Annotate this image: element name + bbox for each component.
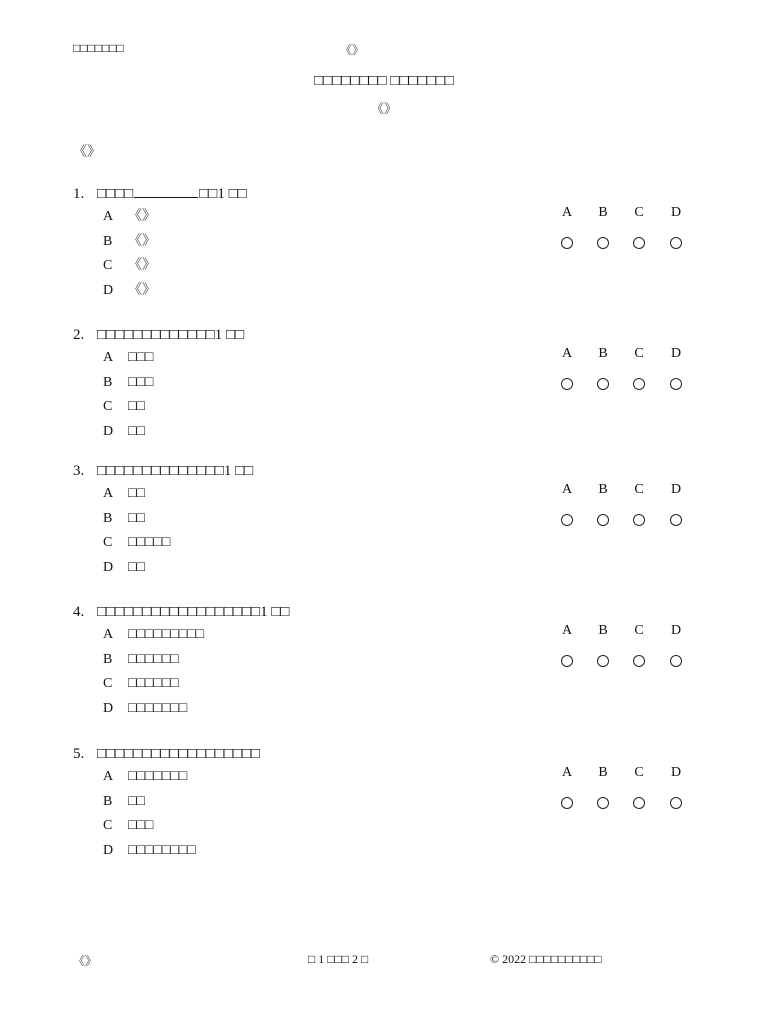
- answer-bubble-a[interactable]: [561, 378, 573, 390]
- answer-bubbles-row: [555, 507, 695, 532]
- answer-bubbles-row: [555, 230, 695, 255]
- answer-bubble-b[interactable]: [597, 378, 609, 390]
- question-block: [73, 601, 693, 721]
- question-stem: [73, 743, 693, 765]
- answer-letter: D: [670, 346, 682, 361]
- answer-letter: D: [670, 205, 682, 220]
- answer-bubble-b[interactable]: [597, 514, 609, 526]
- option-letter: B: [103, 510, 113, 526]
- answer-letter: C: [634, 623, 644, 638]
- option-text: □□□□□□□: [128, 769, 188, 784]
- option-text: □□□: [128, 350, 154, 365]
- option-letter: A: [103, 486, 114, 501]
- answer-bubble-cell[interactable]: [664, 230, 688, 254]
- question-number: 4.: [73, 604, 85, 620]
- option-row: [73, 420, 693, 445]
- option-letter: A: [103, 627, 114, 642]
- answer-bubbles-row: [555, 790, 695, 815]
- option-text: □□□: [128, 818, 154, 833]
- footer-copyright: © 2022 □□□□□□□□□□: [490, 952, 602, 966]
- option-text: 《》: [128, 209, 156, 224]
- answer-bubbles-row: [555, 648, 695, 673]
- answer-letter: C: [634, 765, 644, 780]
- option-letter: B: [103, 651, 113, 667]
- answer-bubble-grid: [555, 623, 695, 673]
- option-letter: A: [103, 769, 114, 784]
- option-text: □□□□□: [128, 535, 171, 550]
- option-letter: D: [103, 423, 114, 439]
- option-letter: D: [103, 700, 114, 716]
- answer-letter: A: [561, 205, 573, 220]
- answer-bubble-cell[interactable]: [591, 371, 615, 395]
- option-letter: D: [103, 559, 114, 575]
- answer-bubble-cell[interactable]: [664, 371, 688, 395]
- option-letter: A: [103, 209, 114, 224]
- option-text: □□: [128, 559, 145, 575]
- answer-bubble-cell[interactable]: [627, 648, 651, 672]
- header-mid-text: 《》: [340, 43, 365, 57]
- answer-letter: A: [561, 346, 573, 361]
- answer-bubble-cell[interactable]: [555, 790, 579, 814]
- question-block: [73, 324, 693, 444]
- answer-letter: D: [670, 482, 682, 497]
- question-number: 5.: [73, 746, 85, 762]
- answer-letters-row: [555, 205, 695, 230]
- option-letter: D: [103, 282, 114, 298]
- answer-bubble-c[interactable]: [633, 655, 645, 667]
- answer-letter: B: [598, 623, 608, 638]
- answer-bubble-grid: [555, 765, 695, 815]
- answer-bubble-a[interactable]: [561, 655, 573, 667]
- question-block: [73, 743, 693, 863]
- question-block: [73, 183, 693, 303]
- question-block: [73, 460, 693, 580]
- option-letter: C: [103, 676, 113, 691]
- question-stem: [73, 460, 693, 482]
- option-text: □□□□□□: [128, 651, 179, 667]
- question-text: □□□□□□□□□□□□□□1 □□: [97, 463, 254, 479]
- answer-bubble-grid: [555, 482, 695, 532]
- option-text: □□□□□□□□: [128, 842, 196, 858]
- answer-bubble-a[interactable]: [561, 237, 573, 249]
- answer-letter: B: [598, 346, 608, 361]
- option-letter: B: [103, 793, 113, 809]
- option-row: [73, 697, 693, 722]
- footer-left-text: 《》: [73, 954, 98, 968]
- option-text: 《》: [128, 282, 156, 298]
- question-number: 2.: [73, 327, 85, 343]
- answer-letter: A: [561, 623, 573, 638]
- answer-letter: A: [561, 765, 573, 780]
- answer-letters-row: [555, 482, 695, 507]
- option-letter: C: [103, 818, 113, 833]
- intro-text: 《》: [73, 145, 101, 160]
- answer-bubble-a[interactable]: [561, 514, 573, 526]
- header-left-text: □□□□□□□: [73, 41, 124, 55]
- answer-bubble-d[interactable]: [670, 655, 682, 667]
- option-text: □□□: [128, 374, 154, 390]
- answer-letter: D: [670, 765, 682, 780]
- question-stem: [73, 183, 693, 205]
- option-text: □□: [128, 399, 145, 414]
- answer-bubble-c[interactable]: [633, 378, 645, 390]
- option-row: [73, 279, 693, 304]
- question-text: □□□□□□□□□□□□□1 □□: [97, 327, 245, 343]
- answer-letter: C: [634, 346, 644, 361]
- page-subtitle: 《》: [370, 101, 397, 116]
- answer-bubble-cell[interactable]: [627, 371, 651, 395]
- answer-bubble-d[interactable]: [670, 514, 682, 526]
- question-stem: [73, 601, 693, 623]
- option-letter: D: [103, 842, 114, 858]
- option-letter: C: [103, 258, 113, 273]
- answer-bubble-cell[interactable]: [591, 230, 615, 254]
- option-letter: C: [103, 399, 113, 414]
- answer-letters-row: [555, 346, 695, 371]
- answer-bubble-d[interactable]: [670, 797, 682, 809]
- question-number: 1.: [73, 186, 85, 202]
- option-row: [73, 254, 693, 279]
- footer-page-number: □ 1 □□□ 2 □: [308, 952, 369, 966]
- answer-bubble-cell[interactable]: [555, 371, 579, 395]
- answer-bubble-grid: [555, 205, 695, 255]
- answer-bubble-cell[interactable]: [591, 507, 615, 531]
- option-row: [73, 531, 693, 556]
- answer-bubble-c[interactable]: [633, 514, 645, 526]
- option-row: [73, 814, 693, 839]
- answer-bubble-cell[interactable]: [664, 648, 688, 672]
- question-number: 3.: [73, 463, 85, 479]
- option-text: □□□□□□□: [128, 700, 188, 716]
- answer-bubble-cell[interactable]: [664, 507, 688, 531]
- option-letter: C: [103, 535, 113, 550]
- question-text: □□□□ □□1 □□: [97, 183, 247, 205]
- answer-bubbles-row: [555, 371, 695, 396]
- answer-bubble-d[interactable]: [670, 378, 682, 390]
- answer-bubble-b[interactable]: [597, 655, 609, 667]
- answer-bubble-c[interactable]: [633, 797, 645, 809]
- answer-bubble-grid: [555, 346, 695, 396]
- question-stem: [73, 324, 693, 346]
- answer-bubble-b[interactable]: [597, 237, 609, 249]
- option-letter: A: [103, 350, 114, 365]
- answer-bubble-cell[interactable]: [627, 230, 651, 254]
- question-text: □□□□□□□□□□□□□□□□□□1 □□: [97, 604, 290, 620]
- option-text: □□: [128, 793, 145, 809]
- option-row: [73, 395, 693, 420]
- answer-bubble-cell[interactable]: [627, 790, 651, 814]
- option-text: 《》: [128, 258, 156, 273]
- answer-bubble-cell[interactable]: [664, 790, 688, 814]
- answer-bubble-cell[interactable]: [591, 648, 615, 672]
- option-text: □□□□□□: [128, 676, 179, 691]
- option-text: □□: [128, 510, 145, 526]
- answer-bubble-cell[interactable]: [555, 507, 579, 531]
- question-text: □□□□□□□□□□□□□□□□□□: [97, 746, 261, 762]
- answer-letter: A: [561, 482, 573, 497]
- answer-bubble-c[interactable]: [633, 237, 645, 249]
- option-text: □□□□□□□□□: [128, 627, 205, 642]
- answer-letter: C: [634, 482, 644, 497]
- answer-bubble-b[interactable]: [597, 797, 609, 809]
- answer-letters-row: [555, 623, 695, 648]
- fill-in-blank: [134, 183, 198, 198]
- answer-letter: C: [634, 205, 644, 220]
- answer-bubble-a[interactable]: [561, 797, 573, 809]
- answer-bubble-cell[interactable]: [627, 507, 651, 531]
- option-row: [73, 839, 693, 864]
- answer-bubble-cell[interactable]: [555, 230, 579, 254]
- answer-letter: B: [598, 205, 608, 220]
- option-text: □□: [128, 423, 145, 439]
- answer-letter: B: [598, 482, 608, 497]
- answer-letter: D: [670, 623, 682, 638]
- answer-bubble-cell[interactable]: [555, 648, 579, 672]
- option-row: [73, 556, 693, 581]
- answer-letter: B: [598, 765, 608, 780]
- option-row: [73, 672, 693, 697]
- answer-bubble-d[interactable]: [670, 237, 682, 249]
- option-letter: B: [103, 233, 113, 249]
- answer-bubble-cell[interactable]: [591, 790, 615, 814]
- page-title: □□□□□□□□ □□□□□□□: [314, 73, 454, 89]
- option-text: 《》: [128, 233, 156, 249]
- option-letter: B: [103, 374, 113, 390]
- option-text: □□: [128, 486, 145, 501]
- answer-letters-row: [555, 765, 695, 790]
